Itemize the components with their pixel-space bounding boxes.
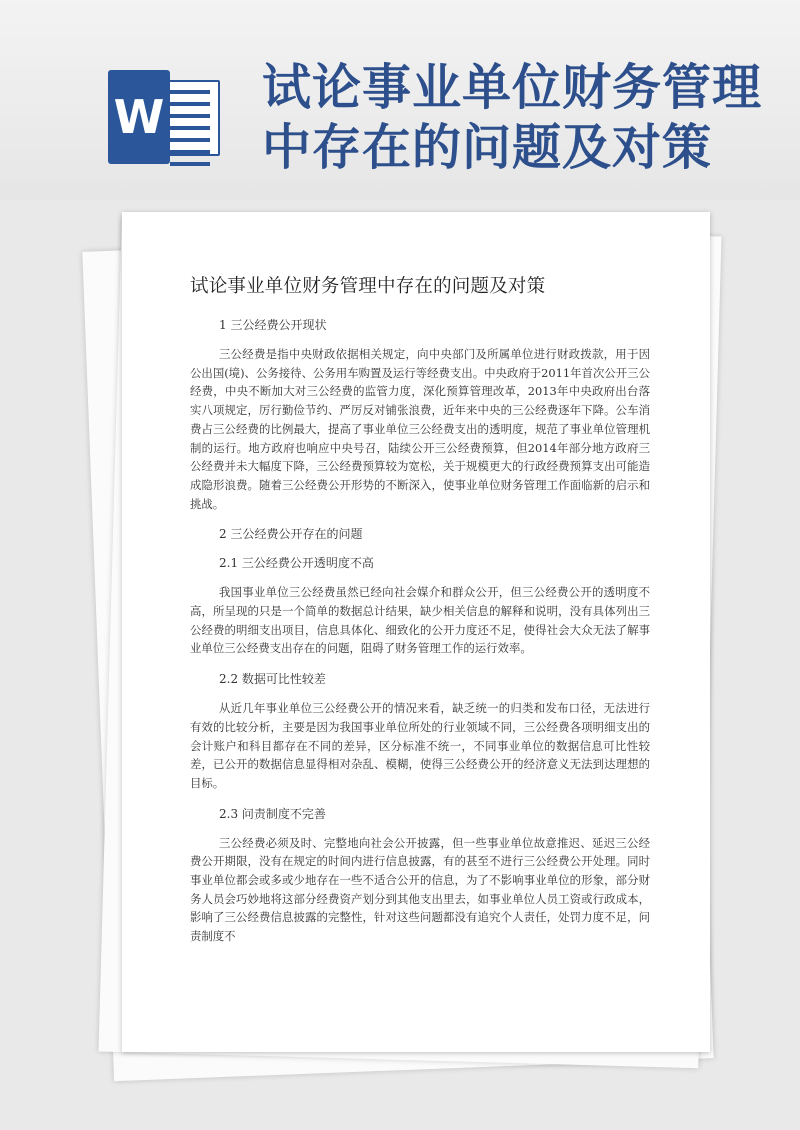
document-title: 试论事业单位财务管理中存在的问题及对策 bbox=[190, 276, 546, 297]
banner bbox=[0, 0, 800, 200]
word-document-icon bbox=[108, 70, 220, 164]
subsection-heading: 2.3 问责制度不完善 bbox=[219, 806, 326, 821]
banner-title: 试论事业单位财务管理中存在的问题及对策 bbox=[262, 59, 763, 176]
word-logo-letter: W bbox=[108, 70, 170, 164]
paragraph: 从近几年事业单位三公经费公开的情况来看，缺乏统一的归类和发布口径，无法进行有效的比较分析，主要是因为我国事业单位所处的行业领域不同，三公经费各项明细支出的会计账户和科目都存在不同的差异，区分标准不统一，不同事业单位的数据信息可比性较差，已公开的数据信息显得相对杂乱、模糊，使得三公经费公开的经济意义无法到达理想的目标。 bbox=[190, 701, 650, 790]
section-heading: 1 三公经费公开现状 bbox=[219, 318, 327, 332]
subsection-heading: 2.2 数据可比性较差 bbox=[219, 672, 326, 687]
subsection-heading: 2.1 三公经费公开透明度不高 bbox=[219, 556, 374, 571]
document-page bbox=[122, 212, 710, 1052]
paragraph: 我国事业单位三公经费虽然已经向社会媒介和群众公开，但三公经费公开的透明度不高，所呈现的只是一个简单的数据总计结果，缺少相关信息的解释和说明，没有具体列出三公经费的明细支出项目，信息具体化、细致化的公开力度还不足，使得社会大众无法了解事业单位三公经费支出存在的问题，阻碍了财务管理工作的运行效率。 bbox=[190, 585, 650, 656]
section-heading: 2 三公经费公开存在的问题 bbox=[219, 527, 363, 542]
paragraph: 三公经费必须及时、完整地向社会公开披露，但一些事业单位故意推迟、延迟三公经费公开期限，没有在规定的时间内进行信息披露，有的甚至不进行三公经费公开处理。同时事业单位都会或多或少地存在一些不适合公开的信息，为了不影响事业单位的形象，部分财务人员会巧妙地将这部分经费资产划分到其他支出里去，如事业单位人员工资或行政成本，影响了三公经费信息披露的完整性，针对这些问题都没有追究个人责任，处罚力度不足，问责制度不 bbox=[190, 835, 650, 944]
paragraph: 三公经费是指中央财政依据相关规定，向中央部门及所属单位进行财政拨款，用于因公出国(境)、公务接待、公务用车购置及运行等经费支出。中央政府于2011年首次公开三公经费，中央不断加大对三公经费的监管力度，深化预算管理改革，2013年中央政府出台落实八项规定，厉行勤俭节约、严厉反对铺张浪费，近年来中央的三公经费逐年下降。公车消费占三公经费的比例最大，提高了事业单位三公经费支出的透明度，规范了事业单位管理机制的运行。地方政府也响应中央号召，陆续公开三公经费预算，但2014年部分地方政府三公经费并未大幅度下降，三公经费预算较为宽松，关于规模更大的行政经费预算支出可能造成隐形浪费。随着三公经费公开形势的不断深入，使事业单位财务管理工作面临新的启示和挑战。 bbox=[190, 347, 650, 511]
document-body bbox=[190, 272, 650, 946]
